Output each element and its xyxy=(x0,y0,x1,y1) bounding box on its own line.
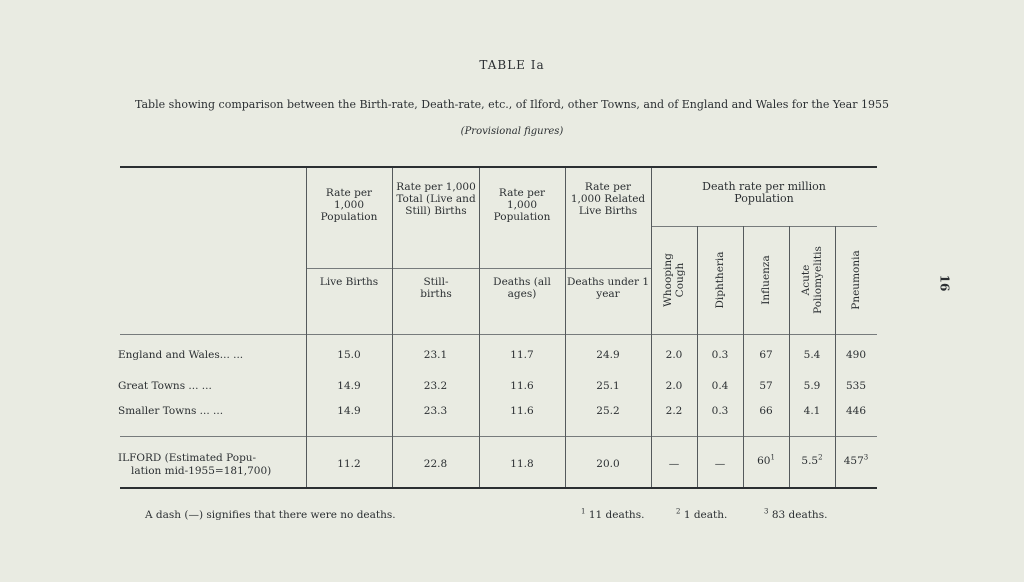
header-pneumonia: Pneumonia xyxy=(850,250,862,310)
cell-value: 5.4 xyxy=(803,349,821,361)
cell-value: 25.2 xyxy=(596,405,620,417)
header-rate-total-births: Rate per 1,000 Total (Live and Still) Births xyxy=(396,181,476,217)
cell-value: 11.2 xyxy=(337,458,361,470)
table-bottom-rule xyxy=(120,487,877,489)
value-text: 60 xyxy=(757,455,771,467)
cell-value: 0.4 xyxy=(711,380,729,392)
header-influenza: Influenza xyxy=(760,255,772,305)
cell-value: 14.9 xyxy=(337,380,361,392)
row-label: England and Wales... ... xyxy=(118,349,244,361)
footnote-marker: 2 xyxy=(818,453,823,462)
header-whooping-cough: Whooping Cough xyxy=(662,253,686,307)
cell-value: 0.3 xyxy=(711,349,729,361)
header-rate-related-births: Rate per 1,000 Related Live Births xyxy=(570,181,646,217)
cell-value: 5.9 xyxy=(803,380,821,392)
cell-value: 67 xyxy=(759,349,773,361)
cell-value: 11.6 xyxy=(510,380,534,392)
footnote-dash: A dash (—) signifies that there were no deaths. xyxy=(145,509,396,521)
cell-value: — xyxy=(714,458,726,470)
col-divider xyxy=(651,168,652,487)
value-text: 457 xyxy=(843,455,864,467)
cell-value: 24.9 xyxy=(596,349,620,361)
col-divider xyxy=(565,168,566,487)
cell-value: 22.8 xyxy=(423,458,448,470)
footnote-marker: 1 xyxy=(581,507,586,516)
cell-value: 490 xyxy=(845,349,867,361)
cell-value: 2.2 xyxy=(665,405,683,417)
cell-value: 20.0 xyxy=(596,458,620,470)
cell-value: 11.6 xyxy=(510,405,534,417)
header-acute-poliomyelitis: Acute Poliomyelitis xyxy=(800,246,824,314)
cell-value: 2.0 xyxy=(665,380,683,392)
footnote-3 xyxy=(764,509,827,521)
col-divider xyxy=(306,168,307,487)
footnote-text: 11 deaths. xyxy=(588,509,645,521)
cell-value: 15.0 xyxy=(337,349,361,361)
provisional-note: (Provisional figures) xyxy=(460,126,564,137)
row-label: Great Towns ... ... xyxy=(118,380,212,392)
header-death-rate-group: Death rate per million Population xyxy=(702,180,826,205)
cell-value: 446 xyxy=(845,405,867,417)
cell-value: 23.1 xyxy=(423,349,448,361)
col-divider xyxy=(392,168,393,487)
header-live-births: Live Births xyxy=(319,276,379,288)
cell-value: 23.2 xyxy=(423,380,448,392)
header-rate-population-deaths: Rate per 1,000 Population xyxy=(493,187,551,223)
cell-value: 2.0 xyxy=(665,349,683,361)
header-rate-population: Rate per 1,000 Population xyxy=(320,187,378,223)
cell-value: 4.1 xyxy=(803,405,821,417)
cell-value: 23.3 xyxy=(423,405,448,417)
table-title: TABLE Ia xyxy=(479,58,545,72)
header-deaths-all-ages: Deaths (all ages) xyxy=(493,276,551,300)
ilford-label-line2: lation mid-1955=181,700) xyxy=(131,465,272,477)
cell-value: 66 xyxy=(759,405,773,417)
col-divider xyxy=(479,168,480,487)
footnote-text: 1 death. xyxy=(683,509,728,521)
cell-value-pneumonia xyxy=(835,455,877,467)
cell-value: 25.1 xyxy=(596,380,620,392)
footnote-marker: 1 xyxy=(770,453,775,462)
footnote-text: 83 deaths. xyxy=(771,509,828,521)
footnote-marker: 3 xyxy=(764,507,769,516)
cell-value-influenza xyxy=(743,455,789,467)
cell-value-polio xyxy=(789,455,835,467)
header-deaths-under-1: Deaths under 1 year xyxy=(566,276,650,300)
cell-value: 0.3 xyxy=(711,405,729,417)
ilford-label-line1: ILFORD (Estimated Popu- xyxy=(118,452,257,464)
cell-value: 11.7 xyxy=(510,349,534,361)
page-number: 16 xyxy=(937,274,952,292)
footnote-marker: 3 xyxy=(863,453,869,462)
footnote-marker: 2 xyxy=(676,507,681,516)
header-bottom-rule xyxy=(120,334,877,335)
cell-value: 535 xyxy=(845,380,867,392)
table-top-rule xyxy=(120,166,877,168)
cell-value: 14.9 xyxy=(337,405,361,417)
footnote-1 xyxy=(581,509,644,521)
ilford-divider xyxy=(120,436,877,437)
header-still-births: Still-births xyxy=(420,276,452,300)
cell-value: — xyxy=(668,458,680,470)
footnote-2 xyxy=(676,509,727,521)
cell-value: 11.8 xyxy=(510,458,534,470)
header-diphtheria: Diphtheria xyxy=(714,251,726,309)
cell-value: 57 xyxy=(759,380,773,392)
row-label: Smaller Towns ... ... xyxy=(118,405,224,417)
group-divider xyxy=(651,226,877,227)
table-subtitle: Table showing comparison between the Birth-rate, Death-rate, etc., of Ilford, other Towns, and of England and Wales for the Year 1955 xyxy=(135,98,889,111)
value-text: 5.5 xyxy=(801,455,819,467)
